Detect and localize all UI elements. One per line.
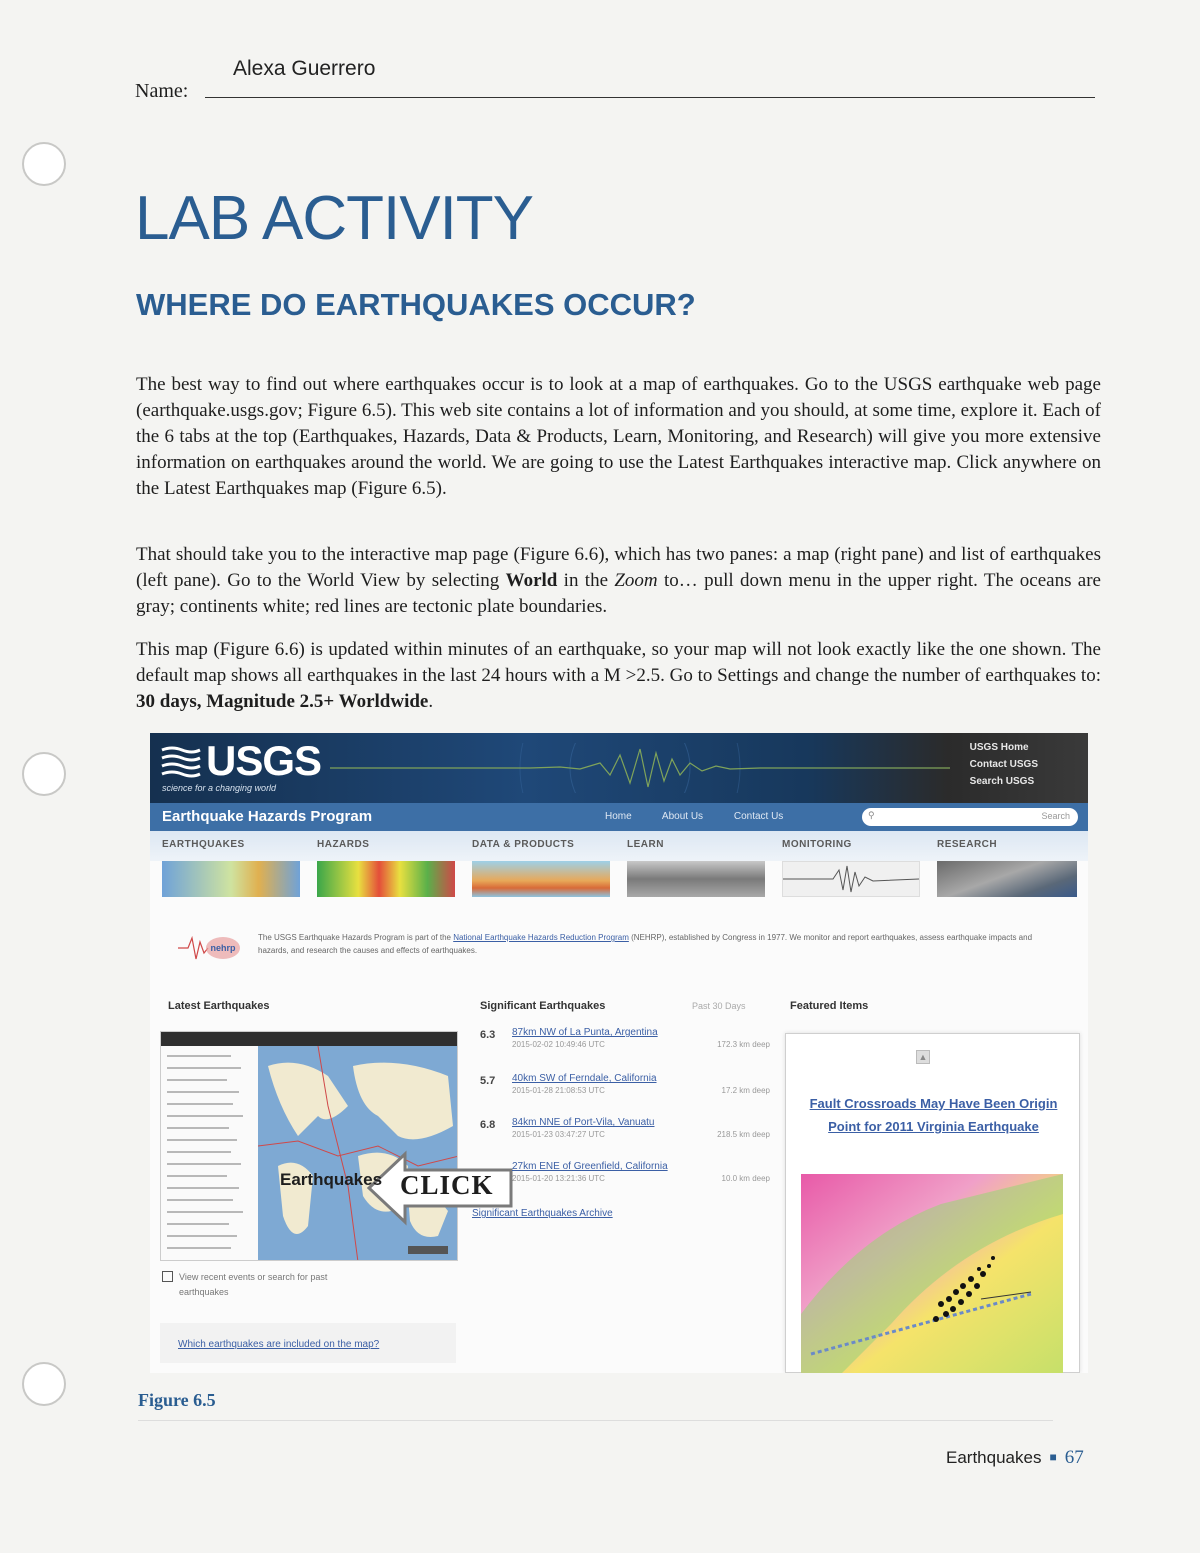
search-icon: ⚲ [868,810,875,820]
seismogram-graphic [330,743,950,793]
punch-hole [22,752,66,796]
usgs-wave-icon [160,744,202,778]
which-earthquakes-link[interactable]: Which earthquakes are included on the map? [178,1339,380,1350]
nav-about[interactable]: About Us [661,811,704,822]
search-button[interactable]: Search [1041,811,1070,821]
paragraph-map-page: That should take you to the interactive map page (Figure 6.6), which has two panes: a map (right pane) and list of earthquakes (left pane). Go to the World View by selecting World in the Zoom to… pull down menu in the upper right. The oceans are gray; continents white; red lines are tectonic plate boundaries. [136,544,1101,617]
featured-items-heading: Featured Items [790,1000,869,1012]
map-toolbar [161,1032,458,1046]
eq-location-link[interactable]: 40km SW of Ferndale, California [512,1073,657,1084]
intro-text: The USGS Earthquake Hazards Program is part of the National Earthquake Hazards Reduction Program (NEHRP), established by Congress in 1977. We monitor and report earthquakes, assess earthquake impacts and hazards, and research the causes and effects of earthquakes. [258,933,1033,955]
featured-item-card[interactable] [785,1033,1080,1373]
nehrp-logo-text: nehrp [210,943,236,953]
nav-home[interactable]: Home [605,811,632,822]
eq-time: 2015-01-23 03:47:27 UTC [512,1130,605,1139]
figure-caption: Figure 6.5 [138,1390,216,1410]
checkbox-icon[interactable] [162,1271,173,1282]
featured-title-link[interactable]: Fault Crossroads May Have Been Origin Point for 2011 Virginia Earthquake [809,1096,1058,1134]
contact-usgs-link[interactable]: Contact USGS [969,759,1038,770]
monitoring-thumbnail[interactable] [782,861,920,897]
name-label: Name: [135,80,189,102]
usgs-home-link[interactable]: USGS Home [969,742,1029,753]
eq-magnitude: 6.8 [480,1119,496,1131]
map-event-list [161,1046,258,1261]
section-title: WHERE DO EARTHQUAKES OCCUR? [136,287,696,322]
paragraph-intro: The best way to find out where earthquakes occur is to look at a map of earthquakes. Go to the USGS earthquake web page (earthquake.usgs.gov; Figure 6.5). This web site contains a lot of information and you should, at some time, explore it. Each of the 6 tabs at the top (Earthquakes, Hazards, Data & Products, Learn, Monitoring, and Research) will give you more extensive information on earthquakes around the world. We are going to use the Latest Earthquakes interactive map. Click anywhere on the Latest Earthquakes map (Figure 6.5). [136,374,1101,499]
eq-time: 2015-02-02 10:49:46 UTC [512,1040,605,1049]
eq-depth: 218.5 km deep [717,1130,770,1139]
latest-earthquakes-heading: Latest Earthquakes [168,1000,270,1012]
eq-magnitude: 5.7 [480,1075,496,1087]
view-recent-text: View recent events or search for past earthquakes [162,1270,327,1300]
click-label: CLICK [400,1170,494,1200]
page-footer [946,1447,1084,1469]
nehrp-logo [178,933,248,963]
eq-time: 2015-01-28 21:08:53 UTC [512,1086,605,1095]
research-thumbnail[interactable] [937,861,1077,897]
footer-section: Earthquakes [946,1448,1042,1467]
hazards-thumbnail[interactable] [317,861,455,897]
eq-depth: 17.2 km deep [721,1086,770,1095]
program-title[interactable]: Earthquake Hazards Program [162,808,373,825]
tab-hazards[interactable]: HAZARDS [317,839,370,850]
paragraph-settings: This map (Figure 6.6) is updated within minutes of an earthquake, so your map will not look exactly like the one shown. The default map shows all earthquakes in the last 24 hours with a M >2.5. Go to Settings and change the number of earthquakes to: 30 days, Magnitude 2.5+ Worldwide. [136,639,1101,712]
main-tabs [150,831,1088,861]
punch-hole [22,1362,66,1406]
eq-depth: 172.3 km deep [717,1040,770,1049]
page-title: LAB ACTIVITY [135,184,534,253]
featured-pager[interactable] [916,1050,956,1066]
usgs-tagline: science for a changing world [162,783,277,793]
search-usgs-link[interactable]: Search USGS [969,776,1035,787]
eq-location-link[interactable]: 87km NW of La Punta, Argentina [512,1027,658,1038]
tab-data-products[interactable]: DATA & PRODUCTS [472,839,575,850]
usgs-screenshot-figure [150,733,1088,1373]
pager-prev-icon[interactable]: ▲ [916,1050,930,1064]
latest-earthquakes-map[interactable] [160,1031,458,1261]
featured-map-image[interactable] [801,1174,1063,1373]
nehrp-link[interactable]: National Earthquake Hazards Reduction Program [453,933,629,942]
usgs-logo[interactable]: USGS [160,737,321,785]
earthquakes-thumbnail[interactable] [162,861,300,897]
eq-magnitude: 6.3 [480,1029,496,1041]
nav-contact[interactable]: Contact Us [733,811,784,822]
bottom-rule [138,1420,1053,1421]
seismograph-icon [783,862,919,896]
tab-research[interactable]: RESEARCH [937,839,998,850]
eq-location-link[interactable]: 84km NNE of Port-Vila, Vanuatu [512,1117,655,1128]
significant-period-label: Past 30 Days [692,1001,746,1011]
name-line [205,97,1095,98]
footer-bullet-icon: ■ [1049,1450,1057,1464]
eq-time: 2015-01-20 13:21:36 UTC [512,1174,605,1183]
punch-hole [22,142,66,186]
top-nav [605,811,811,822]
usgs-banner [150,733,1088,803]
search-input[interactable] [862,808,1078,826]
tab-earthquakes[interactable]: EARTHQUAKES [162,839,245,850]
program-bar [150,803,1088,831]
tab-monitoring[interactable]: MONITORING [782,839,852,850]
learn-thumbnail[interactable] [627,861,765,897]
student-name: Alexa Guerrero [233,57,376,80]
tab-learn[interactable]: LEARN [627,839,664,850]
event-list-lines [161,1046,258,1261]
eq-location-link[interactable]: 27km ENE of Greenfield, California [512,1161,668,1172]
data-products-thumbnail[interactable] [472,861,610,897]
map-earthquakes-label: Earthquakes [280,1170,383,1189]
eq-depth: 10.0 km deep [721,1174,770,1183]
significant-earthquakes-heading: Significant Earthquakes [480,1000,606,1012]
virginia-fault-map [801,1174,1063,1373]
significant-archive-link[interactable]: Significant Earthquakes Archive [472,1208,613,1219]
page-number: 67 [1064,1447,1084,1468]
top-links [970,739,1038,790]
